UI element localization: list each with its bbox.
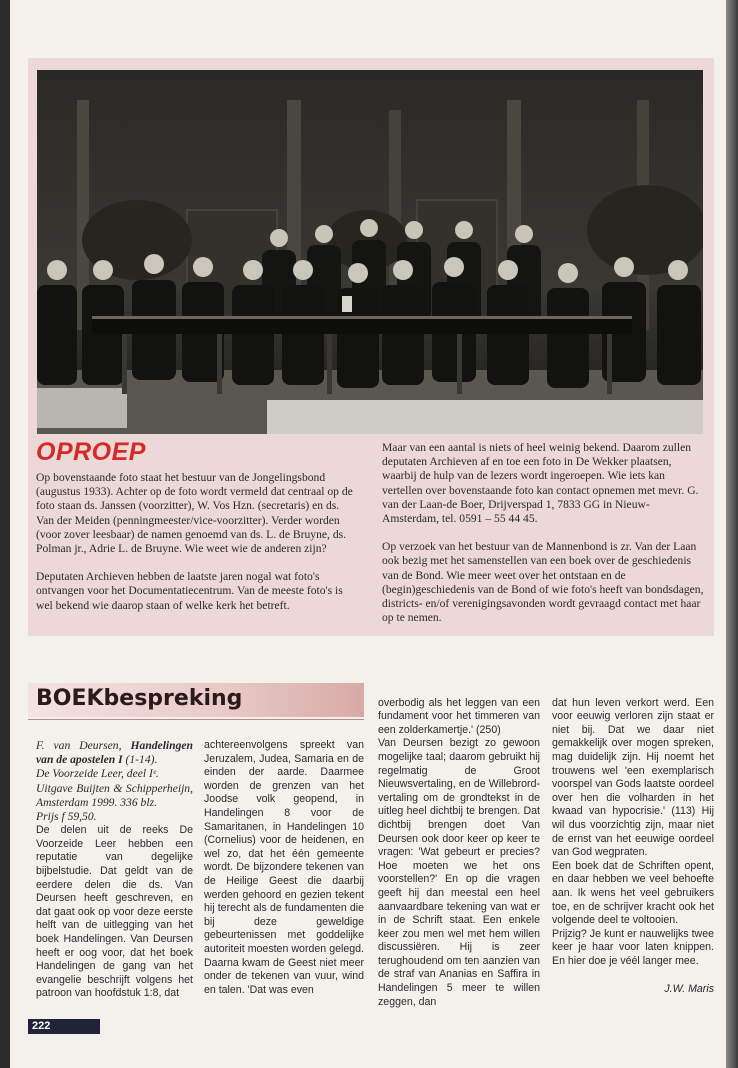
page-number: 222	[28, 1019, 100, 1034]
oproep-left-column	[36, 471, 354, 627]
review-column-1	[36, 739, 193, 1001]
review-text: De delen uit de reeks De Voorzeide Leer hebben een reputatie van degelijke bijbelstudie. Dat geldt van de eerdere delen die ds. Van Deursen heeft geschreven, en dat gaat ook op voor deze eerste helft van de uitlegging van het boek Handelingen. Van Deursen heeft er oog voor, dat het boek Handelingen de gang van het evangelie beschrijft volgens het patroon van hoofdstuk 1:8, dat	[36, 824, 193, 1000]
oproep-heading: OPROEP	[36, 438, 146, 466]
review-heading-rule	[28, 719, 364, 720]
book-chapters: (1-14).	[122, 753, 158, 767]
book-details	[36, 739, 193, 824]
review-column-3	[378, 683, 540, 1023]
book-price: Prijs f 59,50.	[36, 810, 97, 824]
board-group-photo	[37, 70, 703, 434]
review-text: dat hun leven verkort werd. Een voor eeuwig verloren zijn staat er niet bij. Dat we daar niet gemakkelijk over mogen spreken, mag duidelijk zijn. Hij noemt het trouwens wel 'een exemplarisch voorspel van Gods laatste oordeel over hen die volharden in het kwaad van hypocrisie.' (113) Hij wil dus voorzichtig zijn, maar niet de ernst van het eeuwige oordeel van God wegpraten. Een boek dat de Schriften opent, en daar hebben we veel behoefte aan. Ik wens het veel gebruikers toe, en de schrijver kracht ook het volgende deel te voltooien. Prijzig? Je kunt er nauwelijks twee keer je haar voor laten knippen. En hier doe je véél langer mee.	[552, 696, 714, 967]
oproep-paragraph: Deputaten Archieven hebben de laatste jaren nogal wat foto's ontvangen voor het Documentatiecentrum. Van de meeste foto's is wel bekend wie daarop staan of welke kerk het betreft.	[36, 570, 343, 612]
book-series: De Voorzeide Leer, deel Iᵉ.	[36, 767, 159, 781]
page-edge-shadow	[726, 0, 738, 1068]
book-title: Handelingen van de apostelen I	[36, 739, 193, 767]
oproep-paragraph: Op verzoek van het bestuur van de Mannenbond is zr. Van der Laan ook bezig met het samenstellen van een boek over de geschiedenis van de Bond. Wie meer weet over het ontstaan en de (begin)geschiedenis van de Bond of wie foto's heeft van bondsdagen, districts- en/of verenigingsavonden wordt gevraagd contact met haar op te nemen.	[382, 540, 704, 625]
oproep-paragraph: Maar van een aantal is niets of heel weinig bekend. Daarom zullen deputaten Archieven af en toe een foto in De Wekker plaatsen, waarbij de hulp van de lezers wordt ingeroepen. Wie iets kan vertellen over bovenstaande foto kan contact opnemen met mevr. G. van der Laan-de Boer, Drijverspad 1, 7833 GG in Nieuw-Amsterdam, tel. 0591 – 55 44 45.	[382, 441, 699, 526]
review-column-2	[204, 739, 364, 997]
review-text: overbodig als het leggen van een fundament voor het timmeren van een zolderkamertje.' (250) Van Deursen bezigt zo gewoon mogelijke taal; daarom gebruikt hij regelmatig de Groot Nieuwsvertaling, en de Willebrord-vertaling om de grondtekst in de uitleg heel dichtbij te brengen. Dat dichtbij brengen doet Van Deursen ook door keer op keer te vragen: 'Wat gebeurt er precies? Hoe moeten we het ons voorstellen?' En op die vragen geeft hij dan meestal een heel aanvaardbare tekening van wat er in de Schrift staat. Een enkele keer zou men wel met hem willen discussiëren. Hij is zeer terughoudend om ten aanzien van de straf van Ananias en Saffira in Handelingen 5 meer te willen zeggen, dan	[378, 696, 540, 1008]
photo-illustration	[37, 70, 703, 434]
review-heading: BOEKbespreking	[36, 686, 243, 711]
oproep-right-column	[382, 441, 706, 639]
review-text: achtereenvolgens spreekt van Jeruzalem, Judea, Samaria en de einden der aarde. Daarmee worden de grenzen van het Joodse volk geopend, in Handelingen 8 voor de Samaritanen, in Handelingen 10 (Cornelius) voor de heidenen, en wel zo, dat het één gemeente wordt. De bijzondere tekenen van de Heilige Geest die daarbij werden gehoord en gezien tekent hij terecht als de fundamenten die bij deze geweldige gebeurtenissen met goddelijke autoriteit moesten worden gelegd. Daarna kwam de Geest niet meer onder de tekenen van vuur, wind en talen. 'Dat was even	[204, 739, 364, 996]
book-publisher: Uitgave Buijten & Schipperheijn, Amsterdam 1999. 336 blz.	[36, 781, 193, 809]
review-signature: J.W. Maris	[664, 983, 714, 995]
oproep-paragraph: Op bovenstaande foto staat het bestuur van de Jongelingsbond (augustus 1933). Achter op de foto wordt vermeld dat centraal op de foto staan ds. Janssen (voorzitter), W. Vos Hzn. (secretaris) en ds. Van der Meiden (penningmeester/vice-voorzitter). Verder worden (voor zover leesbaar) de namen genoemd van ds. L. de Bruyne, ds. Polman jr., Adrie L. de Bruyne. Wie weet wie de anderen zijn?	[36, 471, 353, 556]
review-column-4	[552, 683, 714, 982]
book-author: F. van Deursen,	[36, 739, 131, 752]
